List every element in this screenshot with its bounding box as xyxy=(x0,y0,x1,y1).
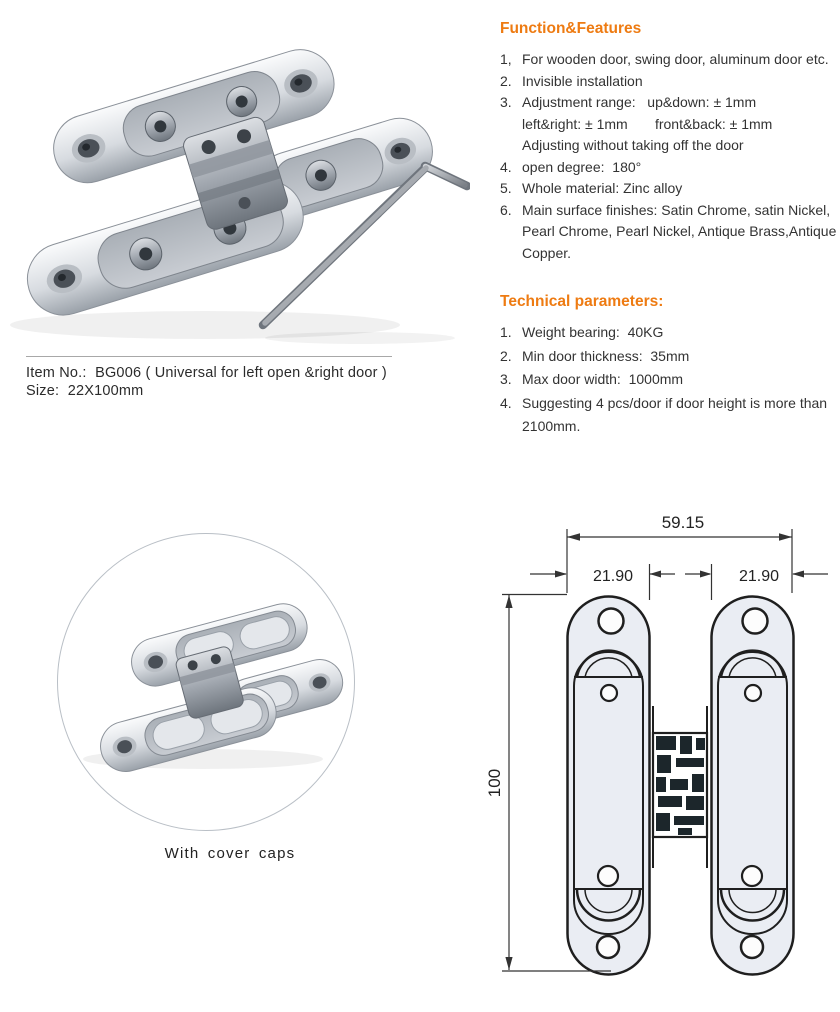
features-heading: Function&Features xyxy=(500,20,642,37)
technical-drawing xyxy=(478,500,840,1012)
product-photo xyxy=(5,20,470,352)
feature-item: 3. Adjustment range: up&down: ± 1mm xyxy=(500,94,757,110)
dim-width-total: 59.15 xyxy=(661,513,705,532)
dim-height: 100 xyxy=(485,768,504,798)
cover-caps-caption: With cover caps xyxy=(164,845,296,862)
param-item: 3. Max door width: 1000mm xyxy=(500,371,684,387)
feature-item: 4. open degree: 180° xyxy=(500,158,642,175)
features-list xyxy=(500,49,840,264)
feature-item: 2. Invisible installation xyxy=(500,72,643,89)
cover-caps-photo xyxy=(57,533,355,831)
specs-column xyxy=(500,20,840,439)
cover-caps-illustration xyxy=(58,534,354,830)
param-item: 2. Min door thickness: 35mm xyxy=(500,347,690,364)
hinge-front-drawing xyxy=(568,597,794,975)
feature-item: left&right: ± 1mm front&back: ± 1mm xyxy=(522,115,773,132)
param-item: 4. Suggesting 4 pcs/door if door height is more than 2100mm. xyxy=(500,394,831,434)
params-list xyxy=(500,321,840,439)
feature-item: Adjusting without taking off the door xyxy=(522,137,744,153)
feature-item: 1, For wooden door, swing door, aluminum door etc. xyxy=(500,51,829,67)
feature-item: 5. Whole material: Zinc alloy xyxy=(500,180,683,196)
dim-width-left: 21.90 xyxy=(592,568,634,585)
param-item: 1. Weight bearing: 40KG xyxy=(500,324,664,340)
params-heading: Technical parameters: xyxy=(500,293,664,310)
dim-width-right: 21.90 xyxy=(738,568,780,585)
item-no-line: Item No.: BG006 ( Universal for left open &right door ) xyxy=(26,365,387,381)
feature-item: 6. Main surface finishes: Satin Chrome, satin Nickel, Pearl Chrome, Pearl Nickel, Antique Brass,Antique Copper. xyxy=(500,201,840,261)
divider xyxy=(26,356,392,357)
key-shadow xyxy=(265,332,455,344)
item-info xyxy=(26,356,406,400)
size-line: Size: 22X100mm xyxy=(26,383,144,399)
